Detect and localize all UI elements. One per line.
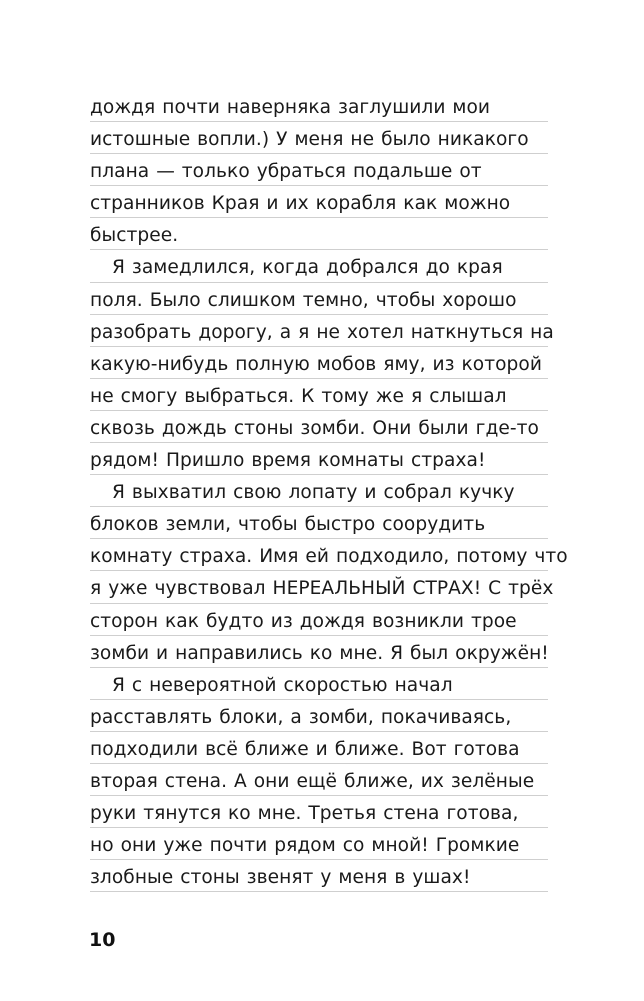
text-line: расставлять блоки, а зомби, покачиваясь, xyxy=(90,706,512,728)
text-line: вторая стена. А они ещё ближе, их зелёные xyxy=(90,770,535,792)
text-line: странников Края и их корабля как можно xyxy=(90,193,511,215)
text-line: Я с невероятной скоростью начал xyxy=(112,674,453,696)
text-line: поля. Было слишком темно, чтобы хорошо xyxy=(90,289,517,311)
text-line: зомби и направились ко мне. Я был окружён! xyxy=(90,642,549,664)
page-text xyxy=(90,92,568,894)
text-line: какую-нибудь полную мобов яму, из которой xyxy=(90,353,542,375)
text-line: но они уже почти рядом со мной! Громкие xyxy=(90,835,520,857)
page-number: 10 xyxy=(89,929,116,951)
text-line: я уже чувствовал НЕРЕАЛЬНЫЙ СТРАХ! С трёх xyxy=(90,578,554,600)
text-line: истошные вопли.) У меня не было никакого xyxy=(90,129,529,151)
text-line: блоков земли, чтобы быстро соорудить xyxy=(90,514,486,536)
text-line: Я выхватил свою лопату и собрал кучку xyxy=(112,482,515,504)
text-line: сквозь дождь стоны зомби. Они были где-то xyxy=(90,417,539,439)
text-line: не смогу выбраться. К тому же я слышал xyxy=(90,385,507,407)
text-line: разобрать дорогу, а я не хотел наткнуться на xyxy=(90,321,554,343)
text-line: сторон как будто из дождя возникли трое xyxy=(90,610,517,632)
text-line: плана — только убраться подальше от xyxy=(90,161,482,183)
text-line: руки тянутся ко мне. Третья стена готова, xyxy=(90,803,519,825)
text-line: рядом! Пришло время комнаты страха! xyxy=(90,450,486,472)
text-line: злобные стоны звенят у меня в ушах! xyxy=(90,867,471,889)
text-line: дождя почти наверняка заглушили мои xyxy=(90,97,491,118)
text-line: Я замедлился, когда добрался до края xyxy=(112,257,503,279)
text-line: комнату страха. Имя ей подходило, потому что xyxy=(90,546,568,568)
text-line: подходили всё ближе и ближе. Вот готова xyxy=(90,738,520,760)
text-line: быстрее. xyxy=(90,225,179,247)
